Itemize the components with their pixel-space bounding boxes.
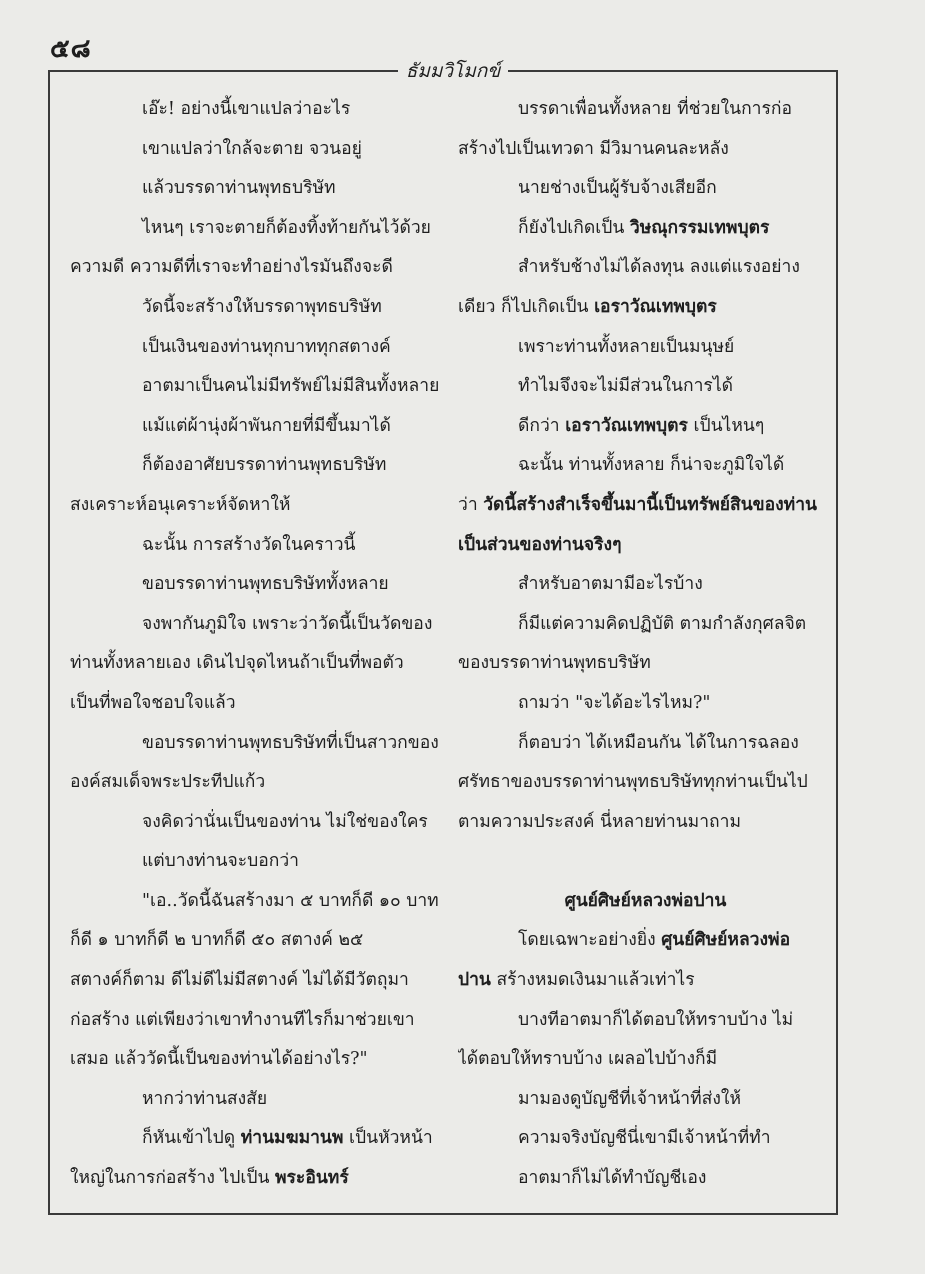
text-line	[458, 407, 833, 447]
text-line: ก็ตอบว่า ได้เหมือนกัน ได้ในการฉลอง	[518, 732, 799, 753]
text-line: เอ๊ะ! อย่างนี้เขาแปลว่าอะไร	[142, 99, 351, 119]
text-line: ความจริงบัญชีนี่เขามีเจ้าหน้าที่ทำ	[518, 1128, 771, 1149]
page-number: ๕๘	[50, 34, 92, 64]
text-line: ท่านทั้งหลายเอง เดินไปจุดไหนถ้าเป็นที่พอตัว	[70, 653, 404, 674]
text-line: ความดี ความดีที่เราจะทำอย่างไรมันถึงจะดี	[70, 257, 393, 278]
text-segment: ก็ยังไปเกิดเป็น	[518, 217, 625, 238]
text-line: สำหรับช้างไม่ได้ลงทุน ลงแต่แรงอย่าง	[518, 257, 800, 278]
text-line: "เอ..วัดนี้ฉันสร้างมา ๕ บาทก็ดี ๑๐ บาท	[142, 890, 439, 911]
bold-name: วิษณุกรรมเทพบุตร	[629, 217, 770, 238]
bold-statement: เป็นส่วนของท่านจริงๆ	[458, 534, 622, 555]
text-line	[458, 209, 833, 249]
bold-name: ศูนย์ศิษย์หลวงพ่อ	[661, 930, 791, 951]
text-segment: โดยเฉพาะอย่างยิ่ง	[518, 930, 656, 951]
text-line: เพราะท่านทั้งหลายเป็นมนุษย์	[518, 336, 735, 357]
text-line: ก็ต้องอาศัยบรรดาท่านพุทธบริษัท	[142, 455, 387, 476]
text-line	[458, 921, 833, 961]
text-line: อาตมาเป็นคนไม่มีทรัพย์ไม่มีสินทั้งหลาย	[142, 376, 440, 397]
text-line: นายช่างเป็นผู้รับจ้างเสียอีก	[518, 178, 717, 199]
text-line: ก่อสร้าง แต่เพียงว่าเขาทำงานทีไรก็มาช่วยเขา	[70, 1009, 415, 1030]
text-line: เป็นที่พอใจชอบใจแล้ว	[70, 692, 236, 713]
bold-name: เอราวัณเทพบุตร	[565, 415, 688, 436]
text-line: อาตมาก็ไม่ได้ทำบัญชีเอง	[518, 1168, 707, 1189]
text-line: เป็นเงินของท่านทุกบาททุกสตางค์	[142, 336, 391, 357]
bold-name: ปาน	[458, 970, 491, 991]
text-line: ขอบรรดาท่านพุทธบริษัททั้งหลาย	[142, 574, 389, 595]
text-line: สตางค์ก็ตาม ดีไม่ดีไม่มีสตางค์ ไม่ได้มีวัตถุมา	[70, 970, 409, 991]
text-line: มามองดูบัญชีที่เจ้าหน้าที่ส่งให้	[518, 1088, 741, 1109]
text-line: จงพากันภูมิใจ เพราะว่าวัดนี้เป็นวัดของ	[142, 613, 433, 634]
text-segment: เป็นไหนๆ	[693, 415, 765, 436]
running-header-title: ธัมมวิโมกข์	[398, 56, 508, 86]
text-line: แล้วบรรดาท่านพุทธบริษัท	[142, 178, 336, 199]
bold-name: เอราวัณเทพบุตร	[594, 296, 717, 317]
text-line: วัดนี้จะสร้างให้บรรดาพุทธบริษัท	[142, 296, 382, 317]
text-line	[70, 1119, 445, 1159]
text-line: สำหรับอาตมามีอะไรบ้าง	[518, 574, 703, 595]
text-segment: ว่า	[458, 494, 478, 515]
text-line: เขาแปลว่าใกล้จะตาย จวนอยู่	[142, 138, 362, 159]
text-line: บางทีอาตมาก็ได้ตอบให้ทราบบ้าง ไม่	[518, 1009, 794, 1030]
text-line: ก็มีแต่ความคิดปฏิบัติ ตามกำลังกุศลจิต	[518, 613, 807, 634]
text-line: ตามความประสงค์ นี่หลายท่านมาถาม	[458, 811, 741, 832]
text-line: หากว่าท่านสงสัย	[142, 1088, 268, 1109]
bold-name: พระอินทร์	[274, 1168, 349, 1189]
text-line: ฉะนั้น ท่านทั้งหลาย ก็น่าจะภูมิใจได้	[518, 455, 785, 476]
text-line	[458, 961, 833, 1001]
text-segment: เดียว ก็ไปเกิดเป็น	[458, 296, 589, 317]
left-column	[70, 90, 445, 1199]
text-line: องค์สมเด็จพระประทีปแก้ว	[70, 772, 266, 793]
text-line: ฉะนั้น การสร้างวัดในคราวนี้	[142, 534, 356, 555]
text-line: ก็ดี ๑ บาทก็ดี ๒ บาทก็ดี ๕๐ สตางค์ ๒๕	[70, 930, 364, 951]
text-segment: ก็หันเข้าไปดู	[142, 1128, 236, 1149]
text-line: ถามว่า "จะได้อะไรไหม?"	[518, 692, 711, 713]
text-line	[458, 486, 833, 526]
section-heading-text: ศูนย์ศิษย์หลวงพ่อปาน	[564, 890, 727, 911]
text-line: ทำไมจึงจะไม่มีส่วนในการได้	[518, 376, 733, 397]
right-column	[458, 90, 833, 1199]
text-line: ขอบรรดาท่านพุทธบริษัทที่เป็นสาวกของ	[142, 732, 439, 753]
text-segment: สร้างหมดเงินมาแล้วเท่าไร	[496, 970, 695, 991]
text-line: สงเคราะห์อนุเคราะห์จัดหาให้	[70, 494, 291, 515]
text-line	[458, 842, 833, 882]
text-line: เสมอ แล้ววัดนี้เป็นของท่านได้อย่างไร?"	[70, 1049, 368, 1070]
text-line	[70, 1159, 445, 1199]
text-segment: ใหญ่ในการก่อสร้าง ไปเป็น	[70, 1168, 270, 1189]
bold-name: ท่านมฆมานพ	[240, 1128, 344, 1149]
text-line: ของบรรดาท่านพุทธบริษัท	[458, 653, 651, 674]
bold-statement: วัดนี้สร้างสำเร็จขึ้นมานี้เป็นทรัพย์สินของท่าน	[483, 494, 817, 515]
text-line	[458, 526, 833, 566]
text-line: แต่บางท่านจะบอกว่า	[142, 851, 299, 872]
text-line: สร้างไปเป็นเทวดา มีวิมานคนละหลัง	[458, 138, 729, 159]
text-line	[458, 288, 833, 328]
section-heading	[458, 882, 833, 922]
text-line: แม้แต่ผ้านุ่งผ้าพันกายที่มีขึ้นมาได้	[142, 415, 391, 436]
text-segment: ดีกว่า	[518, 415, 560, 436]
text-line: บรรดาเพื่อนทั้งหลาย ที่ช่วยในการก่อ	[518, 99, 793, 119]
text-segment: เป็นหัวหน้า	[349, 1128, 433, 1149]
text-line: ได้ตอบให้ทราบบ้าง เผลอไปบ้างก็มี	[458, 1049, 718, 1070]
text-line: จงคิดว่านั่นเป็นของท่าน ไม่ใช่ของใคร	[142, 811, 428, 832]
text-line: ศรัทธาของบรรดาท่านพุทธบริษัททุกท่านเป็นไป	[458, 772, 808, 793]
text-line: ไหนๆ เราจะตายก็ต้องทิ้งท้ายกันไว้ด้วย	[142, 217, 431, 238]
